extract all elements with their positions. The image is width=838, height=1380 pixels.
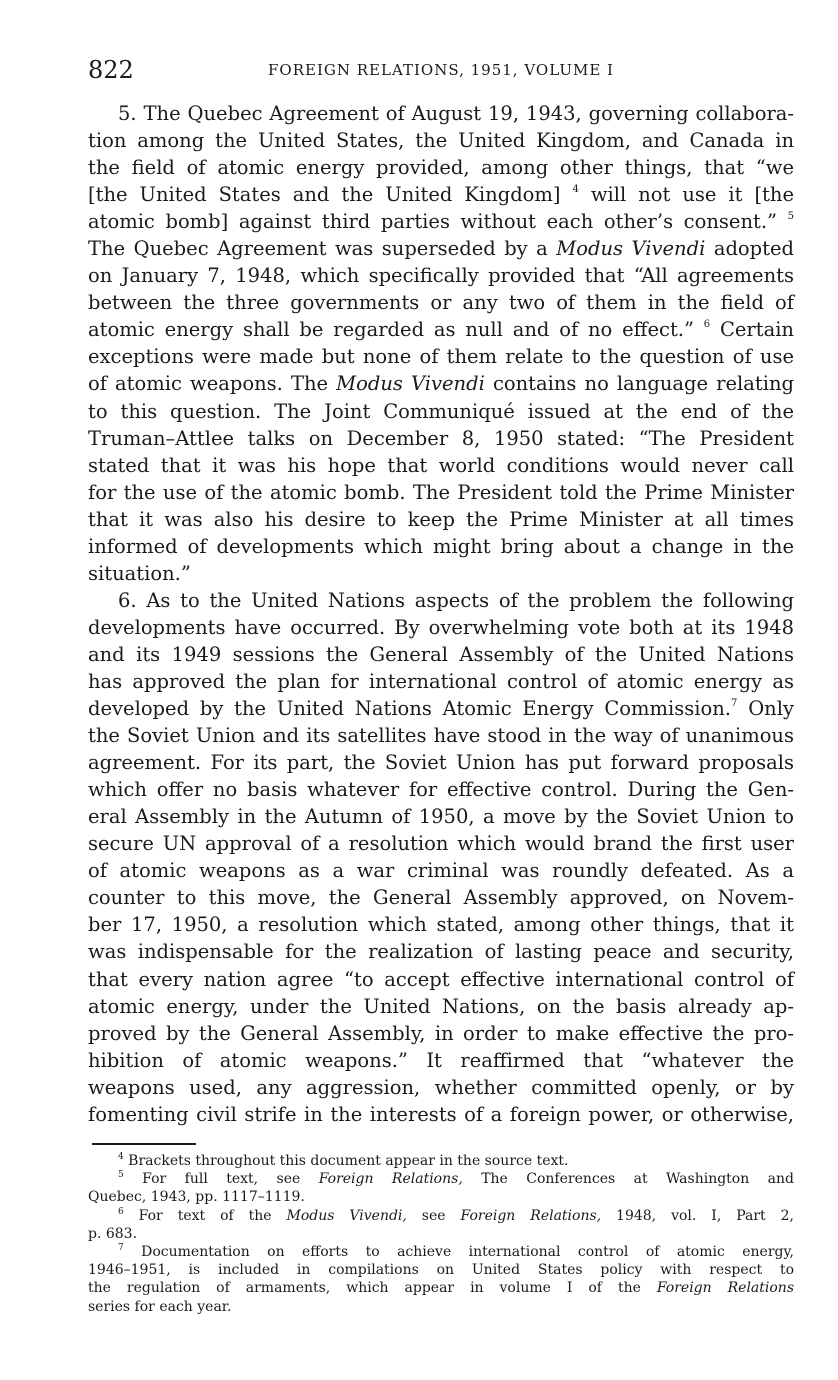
text-line: that it was also his desire to keep the Prime Minister at all times (88, 507, 794, 531)
text-line: hibition of atomic weapons.” It reaffirmed that “whatever the (88, 1048, 794, 1072)
footnote-6-cont: p. 683. (88, 1225, 138, 1242)
text-line: fomenting civil strife in the interests of a foreign power, or otherwise, (88, 1102, 794, 1126)
footnote-5: $^5$ For full text, see Foreign Relations, The Conferences at Washington and (118, 1170, 794, 1188)
text-line: developments have occurred. By overwhelming vote both at its 1948 (88, 615, 794, 639)
text-line: atomic energy shall be regarded as null and of no effect.” $^6$ Certain (88, 318, 794, 342)
footnotes (88, 1152, 794, 1316)
text-line: atomic bomb] against third parties without each other’s consent.” $^5$ (88, 210, 794, 234)
text-line: counter to this move, the General Assembly approved, on Novem- (88, 886, 794, 910)
text-line: [the United States and the United Kingdom] $^4$ will not use it [the (88, 183, 794, 207)
text-line: ber 17, 1950, a resolution which stated, among other things, that it (88, 913, 794, 937)
text-line: Truman–Attlee talks on December 8, 1950 stated: “The President (88, 426, 794, 450)
text-line: situation.” (88, 561, 191, 585)
page-header (88, 56, 794, 86)
text-line: on January 7, 1948, which specifically provided that “All agreements (88, 264, 794, 288)
footnote-divider (92, 1143, 196, 1145)
running-head: FOREIGN RELATIONS, 1951, VOLUME I (268, 61, 614, 79)
text-line: which offer no basis whatever for effective control. During the Gen- (88, 778, 794, 802)
text-line: 5. The Quebec Agreement of August 19, 1943, governing collabora- (118, 102, 794, 125)
text-line: developed by the United Nations Atomic Energy Commission.$^7$ Only (88, 697, 794, 721)
text-line: for the use of the atomic bomb. The President told the Prime Minister (88, 480, 794, 504)
text-line: was indispensable for the realization of lasting peace and security, (88, 940, 794, 964)
footnote-ref: 7 (731, 698, 738, 710)
text-line: the Soviet Union and its satellites have stood in the way of unanimous (88, 724, 794, 748)
text-line: that every nation agree “to accept effective international control of (88, 967, 794, 991)
main-text (88, 100, 794, 1128)
page-number: 822 (88, 56, 134, 84)
text-line: of atomic weapons. The Modus Vivendi contains no language relating (88, 372, 794, 396)
footnote-7-cont: series for each year. (88, 1298, 232, 1315)
text-line: of atomic weapons as a war criminal was roundly defeated. As a (88, 859, 794, 883)
text-line: has approved the plan for international control of atomic energy as (88, 669, 794, 693)
footnote-ref: 6 (703, 319, 711, 331)
footnote-ref: 5 (787, 211, 794, 223)
text-line: The Quebec Agreement was superseded by a Modus Vivendi adopted (88, 237, 795, 261)
text-line: eral Assembly in the Autumn of 1950, a move by the Soviet Union to (88, 805, 794, 829)
footnote-7: $^7$ Documentation on efforts to achieve international control of atomic energy, (118, 1242, 794, 1260)
footnote-4: $^4$ Brackets throughout this document appear in the source text. (118, 1152, 569, 1169)
text-line: the field of atomic energy provided, among other things, that “we (88, 156, 794, 180)
text-line: proved by the General Assembly, in order to make effective the pro- (88, 1021, 794, 1045)
footnote-7-cont: 1946–1951, is included in compilations on United States policy with respect to (88, 1262, 794, 1279)
text-line: stated that it was his hope that world conditions would never call (88, 453, 794, 477)
text-line: informed of developments which might bring about a change in the (88, 534, 794, 558)
text-line: secure UN approval of a resolution which would brand the first user (88, 832, 794, 856)
footnote-7-cont: the regulation of armaments, which appear in volume I of the Foreign Relations (88, 1280, 794, 1297)
text-line: to this question. The Joint Communiqué issued at the end of the (88, 399, 794, 423)
text-line: tion among the United States, the United Kingdom, and Canada in (88, 129, 794, 153)
text-line: between the three governments or any two of them in the field of (88, 291, 794, 315)
footnote-5-cont: Quebec, 1943, pp. 1117–1119. (88, 1189, 305, 1206)
text-line: and its 1949 sessions the General Assembly of the United Nations (88, 642, 794, 666)
text-line: weapons used, any aggression, whether committed openly, or by (88, 1075, 794, 1099)
text-line: 6. As to the United Nations aspects of the problem the following (118, 588, 794, 612)
text-line: atomic energy, under the United Nations, on the basis already ap- (88, 994, 794, 1018)
text-line: exceptions were made but none of them relate to the question of use (88, 345, 794, 369)
footnote-6: $^6$ For text of the Modus Vivendi, see Foreign Relations, 1948, vol. I, Part 2, (118, 1206, 794, 1224)
text-line: agreement. For its part, the Soviet Union has put forward proposals (88, 751, 794, 775)
footnote-ref: 4 (572, 184, 579, 196)
